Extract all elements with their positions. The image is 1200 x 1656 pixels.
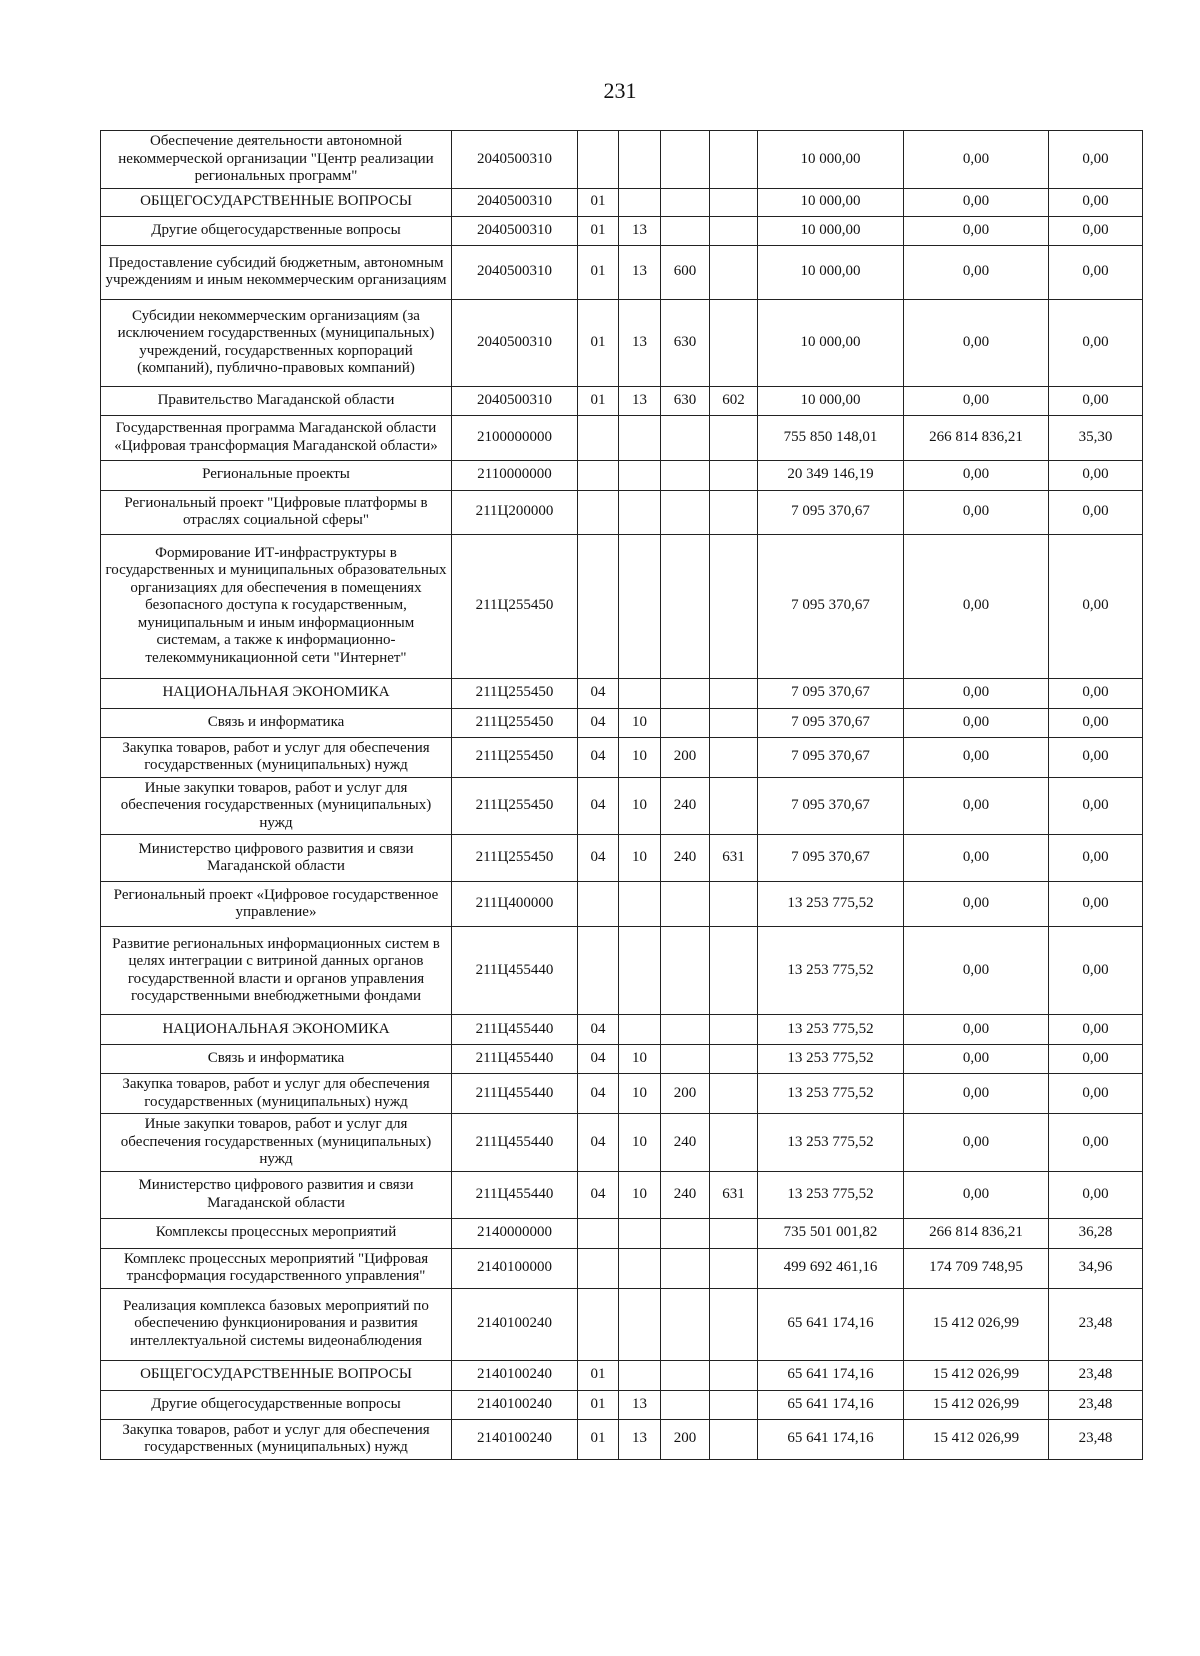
row-grbs-code (710, 299, 758, 386)
row-subsection-code: 10 (619, 1074, 661, 1114)
row-execution-percent: 0,00 (1049, 460, 1143, 490)
row-name-cell: Министерство цифрового развития и связи Магаданской области (101, 835, 452, 882)
row-expense-type-code: 200 (661, 1419, 710, 1459)
row-section-code (578, 131, 619, 189)
row-plan-amount: 10 000,00 (758, 131, 904, 189)
row-name-cell: Министерство цифрового развития и связи Магаданской области (101, 1171, 452, 1218)
row-subsection-code: 13 (619, 245, 661, 299)
table-row (101, 777, 1143, 835)
table-row (101, 1218, 1143, 1248)
row-executed-amount: 0,00 (904, 216, 1049, 245)
table-row (101, 534, 1143, 678)
table-row (101, 835, 1143, 882)
row-csr-code: 2100000000 (452, 415, 578, 460)
row-subsection-code: 10 (619, 1171, 661, 1218)
table-row (101, 678, 1143, 708)
row-plan-amount: 10 000,00 (758, 216, 904, 245)
row-name-cell: Другие общегосударственные вопросы (101, 216, 452, 245)
row-executed-amount: 0,00 (904, 534, 1049, 678)
row-execution-percent: 23,48 (1049, 1288, 1143, 1360)
row-subsection-code: 10 (619, 1045, 661, 1074)
row-section-code: 04 (578, 1171, 619, 1218)
row-executed-amount: 0,00 (904, 490, 1049, 534)
row-grbs-code (710, 1015, 758, 1045)
table-row (101, 1360, 1143, 1390)
row-section-code: 04 (578, 678, 619, 708)
row-section-code: 01 (578, 1390, 619, 1419)
row-expense-type-code (661, 678, 710, 708)
row-section-code: 04 (578, 835, 619, 882)
row-subsection-code (619, 534, 661, 678)
row-subsection-code (619, 1288, 661, 1360)
row-execution-percent: 0,00 (1049, 678, 1143, 708)
row-csr-code: 211Ц455440 (452, 1074, 578, 1114)
row-executed-amount: 0,00 (904, 245, 1049, 299)
table-row (101, 1390, 1143, 1419)
row-section-code (578, 490, 619, 534)
row-name-cell: Закупка товаров, работ и услуг для обеспечения государственных (муниципальных) нужд (101, 1419, 452, 1459)
table-row (101, 386, 1143, 415)
row-plan-amount: 13 253 775,52 (758, 927, 904, 1015)
table-row (101, 1171, 1143, 1218)
row-name-cell: Региональный проект «Цифровое государственное управление» (101, 882, 452, 927)
row-expense-type-code (661, 1390, 710, 1419)
row-subsection-code: 13 (619, 216, 661, 245)
row-execution-percent: 0,00 (1049, 188, 1143, 216)
row-plan-amount: 13 253 775,52 (758, 1015, 904, 1045)
row-grbs-code (710, 1360, 758, 1390)
table-row (101, 882, 1143, 927)
row-csr-code: 2140100240 (452, 1419, 578, 1459)
row-grbs-code (710, 777, 758, 835)
row-name-cell: Закупка товаров, работ и услуг для обеспечения государственных (муниципальных) нужд (101, 737, 452, 777)
row-name-cell: Комплексы процессных мероприятий (101, 1218, 452, 1248)
table-row (101, 1419, 1143, 1459)
row-expense-type-code (661, 534, 710, 678)
row-section-code: 01 (578, 1419, 619, 1459)
row-execution-percent: 0,00 (1049, 299, 1143, 386)
row-section-code (578, 927, 619, 1015)
row-expense-type-code (661, 1015, 710, 1045)
row-csr-code: 2140100240 (452, 1390, 578, 1419)
row-section-code: 04 (578, 1045, 619, 1074)
row-grbs-code (710, 1390, 758, 1419)
row-csr-code: 211Ц455440 (452, 1015, 578, 1045)
row-executed-amount: 0,00 (904, 1171, 1049, 1218)
row-section-code: 04 (578, 1015, 619, 1045)
row-plan-amount: 20 349 146,19 (758, 460, 904, 490)
row-execution-percent: 0,00 (1049, 534, 1143, 678)
row-section-code (578, 882, 619, 927)
row-subsection-code (619, 1015, 661, 1045)
table-row (101, 1074, 1143, 1114)
row-section-code (578, 1288, 619, 1360)
row-grbs-code (710, 415, 758, 460)
row-plan-amount: 10 000,00 (758, 188, 904, 216)
row-executed-amount: 15 412 026,99 (904, 1360, 1049, 1390)
row-expense-type-code (661, 1360, 710, 1390)
row-csr-code: 211Ц455440 (452, 1114, 578, 1172)
row-grbs-code (710, 882, 758, 927)
row-section-code: 04 (578, 1114, 619, 1172)
row-csr-code: 2140100240 (452, 1288, 578, 1360)
row-csr-code: 2040500310 (452, 188, 578, 216)
row-grbs-code (710, 534, 758, 678)
row-plan-amount: 10 000,00 (758, 386, 904, 415)
row-expense-type-code: 200 (661, 1074, 710, 1114)
row-csr-code: 211Ц255450 (452, 534, 578, 678)
budget-table (100, 130, 1143, 1460)
row-plan-amount: 13 253 775,52 (758, 1074, 904, 1114)
row-grbs-code (710, 1218, 758, 1248)
table-row (101, 216, 1143, 245)
row-expense-type-code: 600 (661, 245, 710, 299)
table-row (101, 1288, 1143, 1360)
row-csr-code: 2140100000 (452, 1248, 578, 1288)
row-grbs-code (710, 490, 758, 534)
row-grbs-code: 631 (710, 1171, 758, 1218)
row-csr-code: 211Ц255450 (452, 678, 578, 708)
budget-table-body (101, 131, 1143, 1460)
row-plan-amount: 10 000,00 (758, 245, 904, 299)
row-plan-amount: 10 000,00 (758, 299, 904, 386)
table-row (101, 460, 1143, 490)
row-expense-type-code (661, 1218, 710, 1248)
table-row (101, 299, 1143, 386)
row-name-cell: Государственная программа Магаданской области «Цифровая трансформация Магаданской области» (101, 415, 452, 460)
row-name-cell: Формирование ИТ-инфраструктуры в государственных и муниципальных образовательных организациях для обеспечения в помещениях безопасного доступа к государственным, муниципальным и иным информационным системам, а также к информационно-телекоммуникационной сети "Интернет" (101, 534, 452, 678)
table-row (101, 737, 1143, 777)
row-executed-amount: 15 412 026,99 (904, 1390, 1049, 1419)
row-execution-percent: 0,00 (1049, 245, 1143, 299)
row-execution-percent: 0,00 (1049, 1015, 1143, 1045)
row-executed-amount: 0,00 (904, 678, 1049, 708)
row-plan-amount: 65 641 174,16 (758, 1360, 904, 1390)
table-row (101, 708, 1143, 737)
row-executed-amount: 174 709 748,95 (904, 1248, 1049, 1288)
row-section-code: 01 (578, 386, 619, 415)
row-section-code (578, 1218, 619, 1248)
row-csr-code: 211Ц200000 (452, 490, 578, 534)
row-plan-amount: 7 095 370,67 (758, 737, 904, 777)
row-section-code: 04 (578, 737, 619, 777)
row-expense-type-code: 240 (661, 1114, 710, 1172)
row-name-cell: Развитие региональных информационных систем в целях интеграции с витриной данных органов государственной власти и органов управления государственными внебюджетными фондами (101, 927, 452, 1015)
row-expense-type-code (661, 927, 710, 1015)
row-plan-amount: 7 095 370,67 (758, 835, 904, 882)
row-expense-type-code (661, 1248, 710, 1288)
row-execution-percent: 36,28 (1049, 1218, 1143, 1248)
row-subsection-code (619, 131, 661, 189)
row-csr-code: 211Ц455440 (452, 1045, 578, 1074)
row-grbs-code: 602 (710, 386, 758, 415)
row-csr-code: 2040500310 (452, 131, 578, 189)
row-csr-code: 211Ц455440 (452, 927, 578, 1015)
row-executed-amount: 0,00 (904, 188, 1049, 216)
row-section-code: 01 (578, 188, 619, 216)
row-csr-code: 211Ц400000 (452, 882, 578, 927)
row-executed-amount: 266 814 836,21 (904, 415, 1049, 460)
row-grbs-code (710, 131, 758, 189)
row-subsection-code (619, 490, 661, 534)
row-grbs-code (710, 1045, 758, 1074)
row-execution-percent: 0,00 (1049, 927, 1143, 1015)
row-plan-amount: 735 501 001,82 (758, 1218, 904, 1248)
row-name-cell: Иные закупки товаров, работ и услуг для обеспечения государственных (муниципальных) нужд (101, 1114, 452, 1172)
row-grbs-code (710, 1419, 758, 1459)
row-executed-amount: 0,00 (904, 882, 1049, 927)
row-plan-amount: 13 253 775,52 (758, 1171, 904, 1218)
row-name-cell: Связь и информатика (101, 708, 452, 737)
row-expense-type-code (661, 131, 710, 189)
table-row (101, 131, 1143, 189)
row-name-cell: Обеспечение деятельности автономной некоммерческой организации "Центр реализации региональных программ" (101, 131, 452, 189)
table-row (101, 927, 1143, 1015)
row-section-code: 01 (578, 245, 619, 299)
row-grbs-code (710, 188, 758, 216)
row-name-cell: Закупка товаров, работ и услуг для обеспечения государственных (муниципальных) нужд (101, 1074, 452, 1114)
row-executed-amount: 0,00 (904, 299, 1049, 386)
row-subsection-code (619, 460, 661, 490)
row-csr-code: 211Ц255450 (452, 737, 578, 777)
row-csr-code: 211Ц255450 (452, 777, 578, 835)
row-executed-amount: 0,00 (904, 1074, 1049, 1114)
row-section-code: 04 (578, 777, 619, 835)
row-plan-amount: 7 095 370,67 (758, 777, 904, 835)
row-execution-percent: 0,00 (1049, 1074, 1143, 1114)
row-expense-type-code (661, 490, 710, 534)
row-subsection-code (619, 415, 661, 460)
row-name-cell: Иные закупки товаров, работ и услуг для обеспечения государственных (муниципальных) нужд (101, 777, 452, 835)
row-execution-percent: 0,00 (1049, 386, 1143, 415)
row-plan-amount: 7 095 370,67 (758, 534, 904, 678)
row-csr-code: 2040500310 (452, 299, 578, 386)
row-plan-amount: 755 850 148,01 (758, 415, 904, 460)
row-grbs-code (710, 245, 758, 299)
row-grbs-code (710, 1074, 758, 1114)
row-subsection-code: 13 (619, 386, 661, 415)
row-subsection-code: 10 (619, 835, 661, 882)
row-name-cell: Другие общегосударственные вопросы (101, 1390, 452, 1419)
row-name-cell: НАЦИОНАЛЬНАЯ ЭКОНОМИКА (101, 1015, 452, 1045)
table-row (101, 415, 1143, 460)
row-section-code: 01 (578, 216, 619, 245)
row-execution-percent: 0,00 (1049, 1045, 1143, 1074)
row-csr-code: 2140100240 (452, 1360, 578, 1390)
row-subsection-code: 10 (619, 777, 661, 835)
row-section-code: 04 (578, 708, 619, 737)
row-execution-percent: 0,00 (1049, 490, 1143, 534)
row-execution-percent: 0,00 (1049, 1114, 1143, 1172)
row-execution-percent: 0,00 (1049, 216, 1143, 245)
row-csr-code: 2110000000 (452, 460, 578, 490)
row-name-cell: Связь и информатика (101, 1045, 452, 1074)
row-execution-percent: 23,48 (1049, 1419, 1143, 1459)
row-expense-type-code: 240 (661, 777, 710, 835)
row-plan-amount: 7 095 370,67 (758, 708, 904, 737)
row-expense-type-code (661, 1045, 710, 1074)
table-row (101, 188, 1143, 216)
row-section-code: 04 (578, 1074, 619, 1114)
row-csr-code: 2140000000 (452, 1218, 578, 1248)
row-name-cell: Реализация комплекса базовых мероприятий по обеспечению функционирования и развития интеллектуальной системы видеонаблюдения (101, 1288, 452, 1360)
row-execution-percent: 0,00 (1049, 882, 1143, 927)
row-expense-type-code: 200 (661, 737, 710, 777)
row-grbs-code: 631 (710, 835, 758, 882)
row-grbs-code (710, 737, 758, 777)
row-name-cell: НАЦИОНАЛЬНАЯ ЭКОНОМИКА (101, 678, 452, 708)
row-grbs-code (710, 216, 758, 245)
row-plan-amount: 7 095 370,67 (758, 678, 904, 708)
row-plan-amount: 13 253 775,52 (758, 1045, 904, 1074)
row-execution-percent: 0,00 (1049, 777, 1143, 835)
row-section-code (578, 415, 619, 460)
row-executed-amount: 15 412 026,99 (904, 1419, 1049, 1459)
row-execution-percent: 0,00 (1049, 708, 1143, 737)
row-executed-amount: 0,00 (904, 1045, 1049, 1074)
row-grbs-code (710, 1114, 758, 1172)
row-subsection-code (619, 1218, 661, 1248)
row-plan-amount: 13 253 775,52 (758, 882, 904, 927)
row-plan-amount: 65 641 174,16 (758, 1390, 904, 1419)
table-row (101, 490, 1143, 534)
row-execution-percent: 23,48 (1049, 1360, 1143, 1390)
row-subsection-code (619, 1248, 661, 1288)
row-expense-type-code (661, 216, 710, 245)
row-execution-percent: 35,30 (1049, 415, 1143, 460)
row-plan-amount: 7 095 370,67 (758, 490, 904, 534)
table-row (101, 1114, 1143, 1172)
row-subsection-code: 10 (619, 708, 661, 737)
row-expense-type-code: 240 (661, 835, 710, 882)
row-subsection-code (619, 678, 661, 708)
row-csr-code: 211Ц255450 (452, 708, 578, 737)
row-grbs-code (710, 927, 758, 1015)
row-expense-type-code: 240 (661, 1171, 710, 1218)
row-executed-amount: 0,00 (904, 927, 1049, 1015)
row-executed-amount: 0,00 (904, 835, 1049, 882)
row-csr-code: 2040500310 (452, 386, 578, 415)
row-subsection-code: 10 (619, 737, 661, 777)
row-section-code (578, 1248, 619, 1288)
row-executed-amount: 0,00 (904, 1015, 1049, 1045)
row-executed-amount: 0,00 (904, 708, 1049, 737)
row-name-cell: Правительство Магаданской области (101, 386, 452, 415)
row-subsection-code: 13 (619, 1390, 661, 1419)
row-csr-code: 211Ц255450 (452, 835, 578, 882)
row-name-cell: Предоставление субсидий бюджетным, автономным учреждениям и иным некоммерческим организациям (101, 245, 452, 299)
row-expense-type-code (661, 1288, 710, 1360)
row-executed-amount: 0,00 (904, 1114, 1049, 1172)
row-executed-amount: 0,00 (904, 737, 1049, 777)
row-expense-type-code: 630 (661, 299, 710, 386)
row-plan-amount: 65 641 174,16 (758, 1288, 904, 1360)
row-subsection-code: 13 (619, 1419, 661, 1459)
row-execution-percent: 0,00 (1049, 835, 1143, 882)
table-row (101, 1248, 1143, 1288)
row-name-cell: Комплекс процессных мероприятий "Цифровая трансформация государственного управления" (101, 1248, 452, 1288)
page-number: 231 (603, 78, 637, 103)
row-name-cell: ОБЩЕГОСУДАРСТВЕННЫЕ ВОПРОСЫ (101, 188, 452, 216)
row-expense-type-code (661, 882, 710, 927)
row-execution-percent: 23,48 (1049, 1390, 1143, 1419)
row-expense-type-code (661, 415, 710, 460)
row-section-code (578, 460, 619, 490)
row-section-code: 01 (578, 299, 619, 386)
row-subsection-code (619, 1360, 661, 1390)
row-expense-type-code (661, 708, 710, 737)
row-section-code (578, 534, 619, 678)
row-subsection-code: 13 (619, 299, 661, 386)
row-name-cell: Региональный проект "Цифровые платформы в отраслях социальной сферы" (101, 490, 452, 534)
row-grbs-code (710, 1288, 758, 1360)
table-row (101, 1045, 1143, 1074)
row-execution-percent: 34,96 (1049, 1248, 1143, 1288)
row-grbs-code (710, 678, 758, 708)
row-expense-type-code (661, 188, 710, 216)
table-row (101, 1015, 1143, 1045)
row-section-code: 01 (578, 1360, 619, 1390)
row-executed-amount: 266 814 836,21 (904, 1218, 1049, 1248)
row-expense-type-code: 630 (661, 386, 710, 415)
row-plan-amount: 499 692 461,16 (758, 1248, 904, 1288)
row-execution-percent: 0,00 (1049, 1171, 1143, 1218)
row-plan-amount: 65 641 174,16 (758, 1419, 904, 1459)
row-execution-percent: 0,00 (1049, 737, 1143, 777)
row-executed-amount: 15 412 026,99 (904, 1288, 1049, 1360)
row-csr-code: 211Ц455440 (452, 1171, 578, 1218)
row-subsection-code (619, 188, 661, 216)
row-executed-amount: 0,00 (904, 131, 1049, 189)
row-subsection-code (619, 927, 661, 1015)
row-expense-type-code (661, 460, 710, 490)
row-name-cell: Субсидии некоммерческим организациям (за исключением государственных (муниципальных) учреждений, государственных корпораций (компаний), публично-правовых компаний) (101, 299, 452, 386)
row-grbs-code (710, 708, 758, 737)
row-csr-code: 2040500310 (452, 245, 578, 299)
row-subsection-code: 10 (619, 1114, 661, 1172)
row-executed-amount: 0,00 (904, 460, 1049, 490)
row-name-cell: Региональные проекты (101, 460, 452, 490)
row-executed-amount: 0,00 (904, 386, 1049, 415)
row-name-cell: ОБЩЕГОСУДАРСТВЕННЫЕ ВОПРОСЫ (101, 1360, 452, 1390)
row-grbs-code (710, 460, 758, 490)
row-csr-code: 2040500310 (452, 216, 578, 245)
row-executed-amount: 0,00 (904, 777, 1049, 835)
row-subsection-code (619, 882, 661, 927)
table-row (101, 245, 1143, 299)
row-grbs-code (710, 1248, 758, 1288)
row-plan-amount: 13 253 775,52 (758, 1114, 904, 1172)
row-execution-percent: 0,00 (1049, 131, 1143, 189)
